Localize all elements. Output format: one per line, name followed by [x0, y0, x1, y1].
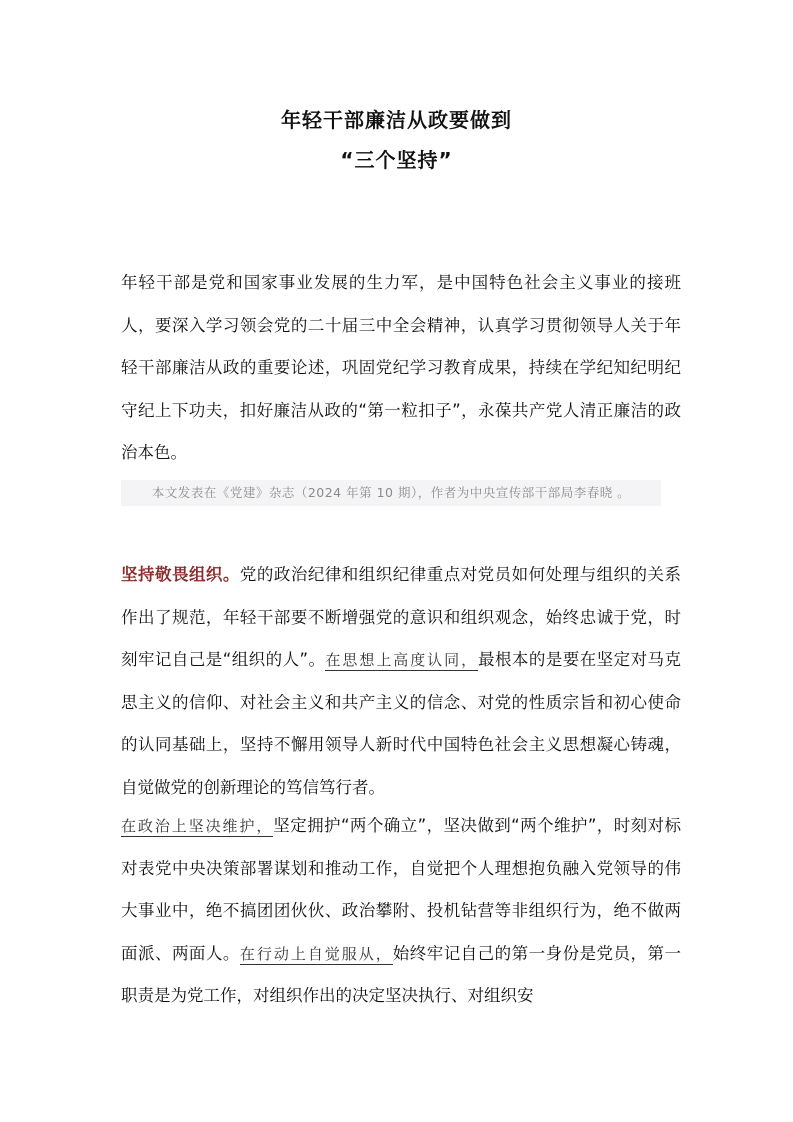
paragraph-text: 党的政治纪律和组织纪律重点对党员如何处理与组织的关系作出了规范，年轻干部要不断增强党的意识和组织观念，始终忠诚于党，时刻牢记自己是“组织的人”。 [121, 565, 681, 669]
paragraph-text: 坚定拥护“两个确立”，坚决做到“两个维护”，时刻对标对表党中央决策部署谋划和推动工作，自觉把个人理想抱负融入党领导的伟大事业中，绝不搞团团伙伙、政治攀附、投机钻营等非组织行为，绝不做两面派、两面人。 [121, 816, 681, 963]
handwritten-annotation: 在思想上高度认同， [325, 651, 479, 669]
section-paragraph-2 [121, 805, 681, 1018]
page-subtitle: “三个坚持” [340, 148, 453, 172]
section-lead-heading: 坚持敬畏组织。 [121, 565, 240, 584]
source-note: 本文发表在《党建》杂志（2024 年第 10 期），作者为中央宣传部干部局李春晓 。 [121, 480, 661, 506]
paragraph-text: 始终牢记自己的第一身份是党员，第一职责是为党工作，对组织作出的决定坚决执行、对组织安 [121, 943, 681, 1005]
paragraph-text: 最根本的是要在坚定对马克思主义的信仰、对社会主义和共产主义的信念、对党的性质宗旨和初心使命的认同基础上，坚持不懈用领导人新时代中国特色社会主义思想凝心铸魂，自觉做党的创新理论的笃信笃行者。 [121, 650, 681, 797]
handwritten-annotation: 在行动上自觉服从， [239, 944, 393, 963]
intro-paragraph: 年轻干部是党和国家事业发展的生力军，是中国特色社会主义事业的接班人，要深入学习领会党的二十届三中全会精神，认真学习贯彻领导人关于年轻干部廉洁从政的重要论述，巩固党纪学习教育成果，持续在学纪知纪明纪守纪上下功夫，扣好廉洁从政的“第一粒扣子”，永葆共产党人清正廉洁的政治本色。 [121, 273, 681, 462]
handwritten-annotation: 在政治上坚决维护， [121, 817, 274, 835]
page-title: 年轻干部廉洁从政要做到 [281, 108, 512, 132]
section-paragraph-1 [121, 554, 681, 809]
